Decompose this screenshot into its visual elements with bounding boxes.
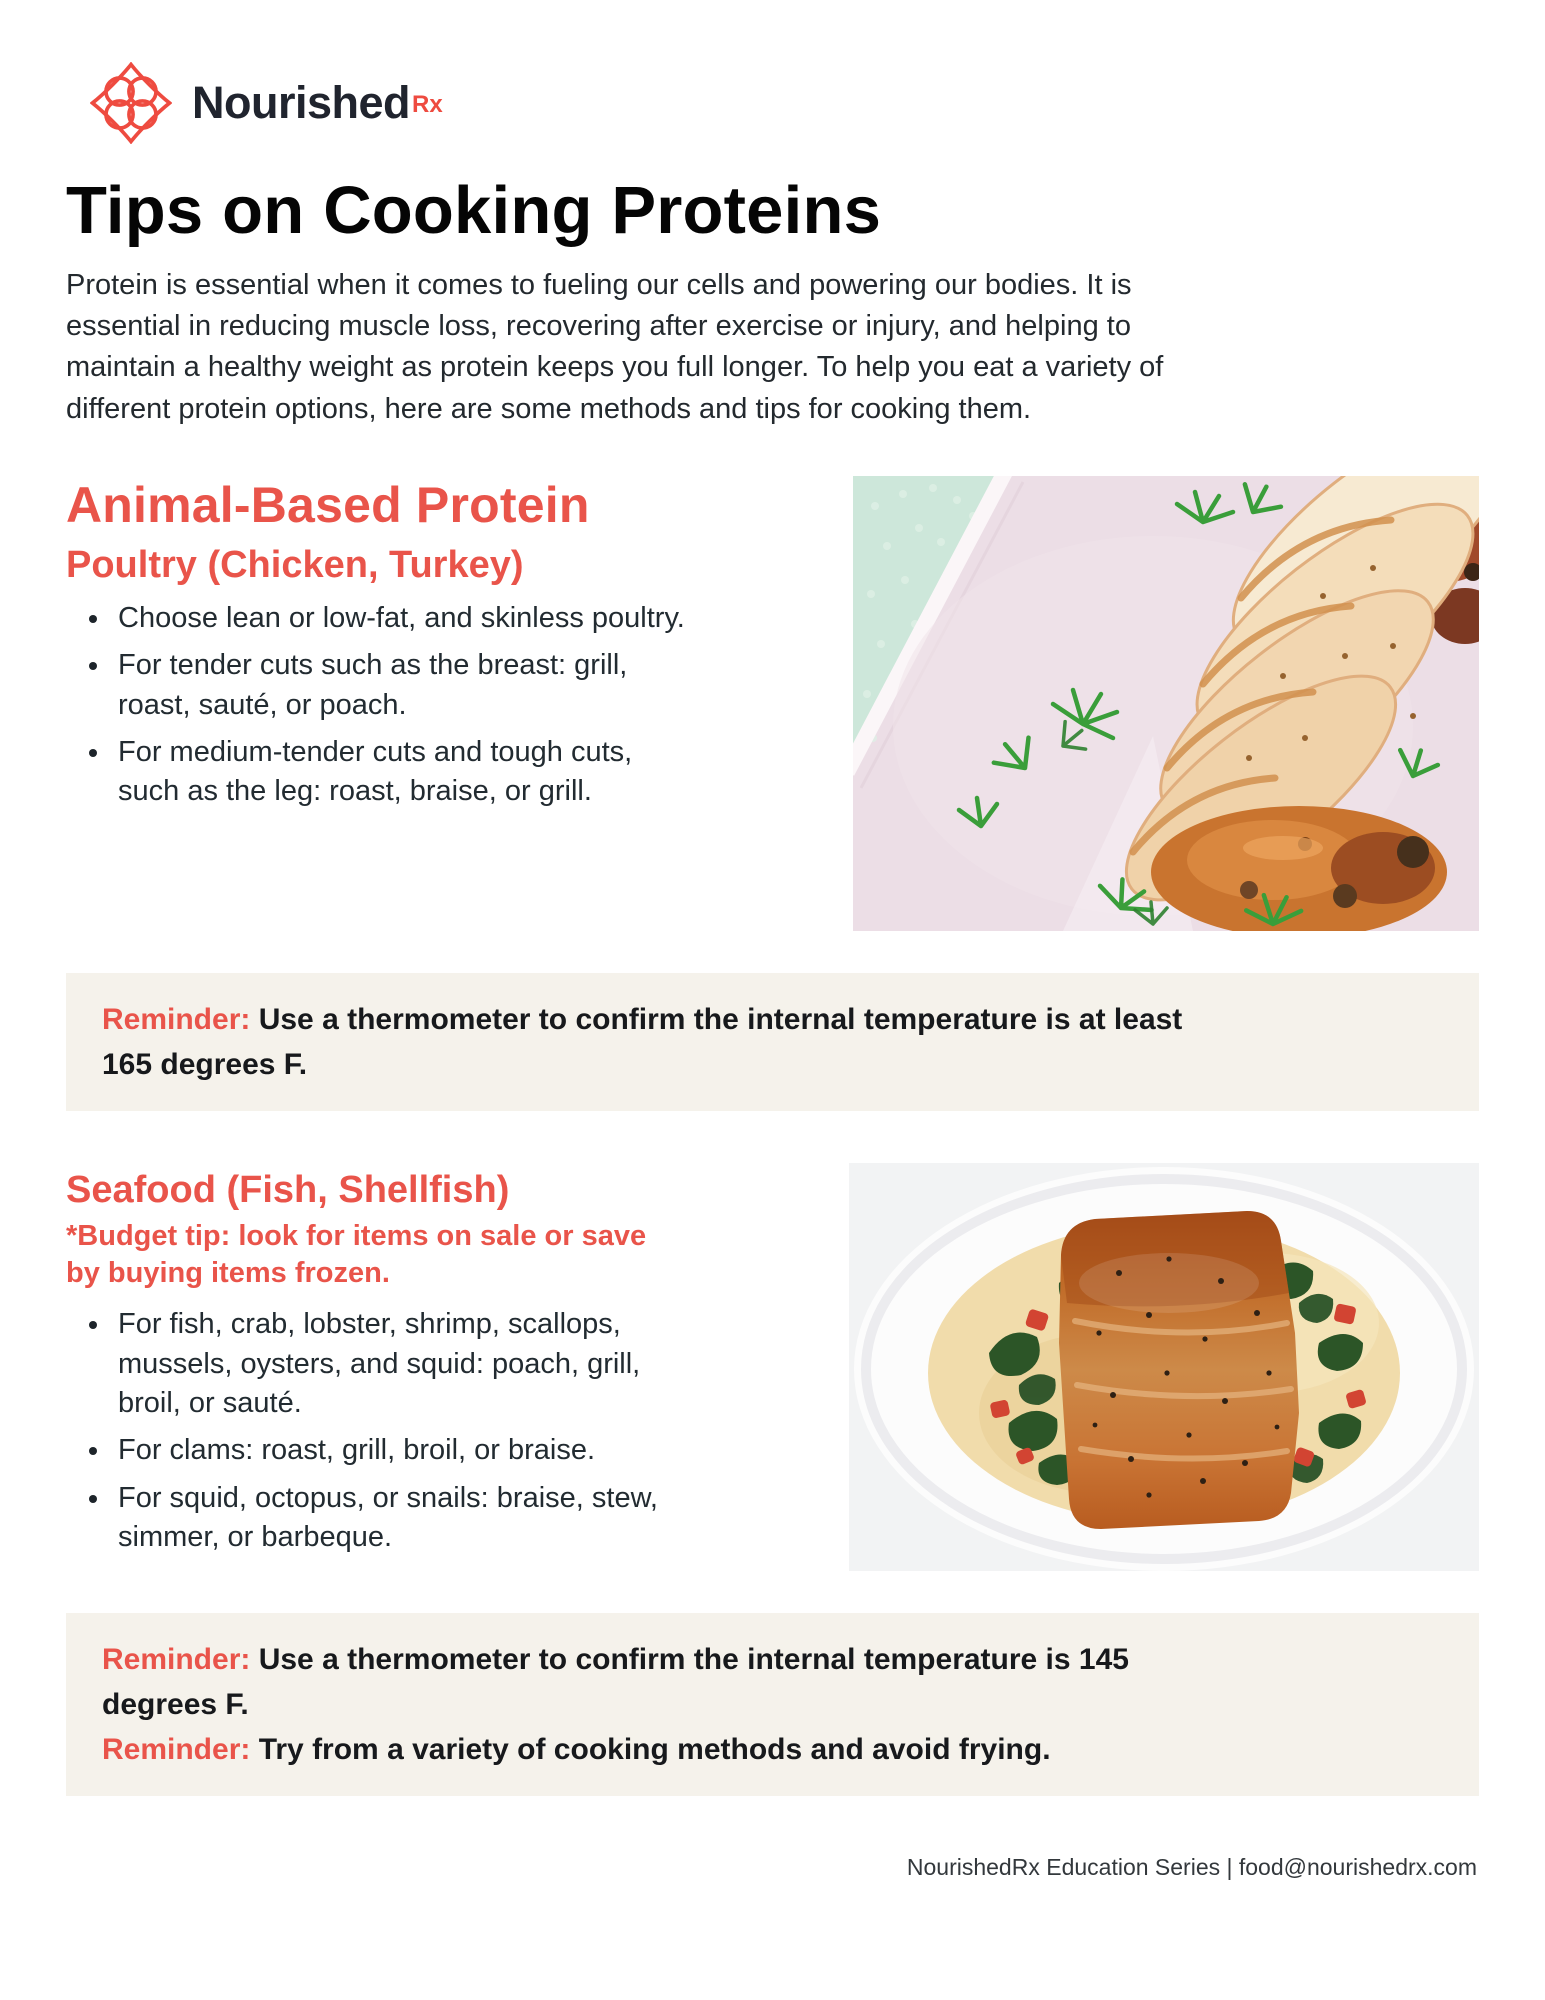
- budget-tip: *Budget tip: look for items on sale or save by buying items frozen.: [66, 1219, 647, 1290]
- reminder-text: Use a thermometer to confirm the internal temperature is at least 165 degrees F.: [102, 1002, 1183, 1081]
- seafood-photo-illustration: [849, 1163, 1479, 1571]
- poultry-bullet-list: [66, 599, 686, 812]
- reminder-line: [102, 997, 1207, 1087]
- intro-paragraph: Protein is essential when it comes to fueling our cells and powering our bodies. It is essential in reducing muscle loss, recovering after exercise or injury, and helping to maintain a healthy weight as protein keeps you full longer. To help you eat a variety of different protein options, here are some methods and tips for cooking them.: [66, 269, 1164, 425]
- list-item: • For medium-tender cuts and tough cuts, such as the leg: roast, braise, or grill.: [112, 733, 686, 812]
- poultry-heading: Poultry (Chicken, Turkey): [66, 543, 524, 586]
- list-item: • For squid, octopus, or snails: braise, stew, simmer, or barbeque.: [112, 1479, 686, 1558]
- list-item: • For tender cuts such as the breast: grill, roast, sauté, or poach.: [112, 646, 686, 725]
- seafood-bullet-list: [66, 1305, 686, 1558]
- poultry-text-column: [66, 476, 686, 820]
- nourishedrx-flower-icon: [90, 62, 172, 144]
- list-item: • For fish, crab, lobster, shrimp, scallops, mussels, oysters, and squid: poach, grill, broil, or sauté.: [112, 1305, 686, 1423]
- reminder-text: Try from a variety of cooking methods and avoid frying.: [258, 1732, 1051, 1766]
- animal-protein-heading: Animal-Based Protein: [66, 476, 590, 533]
- logo: [90, 62, 1479, 144]
- footer-text: NourishedRx Education Series | food@nourishedrx.com: [906, 1853, 1477, 1880]
- reminder-label: Reminder:: [102, 1732, 251, 1766]
- page-footer: [66, 1854, 1479, 1881]
- seafood-text-column: [66, 1163, 686, 1566]
- poultry-photo: [853, 476, 1479, 931]
- page-title: Tips on Cooking Proteins: [66, 173, 882, 248]
- list-item: • Choose lean or low-fat, and skinless poultry.: [112, 599, 686, 638]
- brand-superscript: Rx: [412, 90, 443, 118]
- poultry-photo-illustration: [853, 476, 1479, 931]
- reminder-line: [102, 1727, 1207, 1772]
- seafood-reminder-box: [66, 1613, 1479, 1796]
- reminder-text: Use a thermometer to confirm the internal temperature is 145 degrees F.: [102, 1642, 1129, 1721]
- section-animal-based-protein: [66, 476, 1479, 1111]
- reminder-label: Reminder:: [102, 1642, 251, 1676]
- poultry-reminder-box: [66, 973, 1479, 1111]
- section-seafood: [66, 1163, 1479, 1796]
- list-item: • For clams: roast, grill, broil, or braise.: [112, 1431, 686, 1470]
- brand-wordmark: [192, 77, 443, 129]
- seafood-heading: Seafood (Fish, Shellfish): [66, 1168, 510, 1211]
- reminder-line: [102, 1637, 1207, 1727]
- reminder-label: Reminder:: [102, 1002, 251, 1036]
- brand-name: Nourished: [192, 77, 411, 128]
- seafood-photo: [849, 1163, 1479, 1571]
